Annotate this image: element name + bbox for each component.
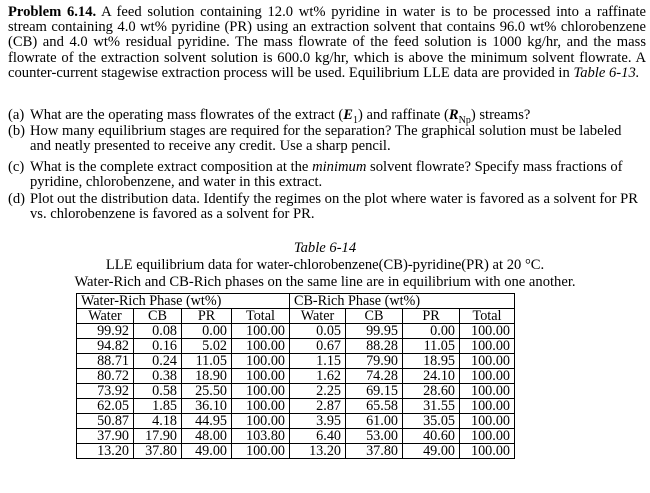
- column-header: Water: [290, 309, 346, 324]
- table-cell: 13.20: [77, 444, 134, 459]
- column-header: CB: [346, 309, 403, 324]
- table-cell: 5.02: [182, 339, 232, 354]
- table-cell: 35.05: [403, 414, 460, 429]
- table-row: [77, 354, 515, 369]
- table-row: [77, 399, 515, 414]
- question-text: Plot out the distribution data. Identify the regimes on the plot where water is favored as a solvent for PR vs. chlorobenzene is favored as a solvent for PR.: [30, 191, 638, 223]
- table-cell: 100.00: [460, 384, 515, 399]
- column-header: PR: [182, 309, 232, 324]
- table-cell: 0.38: [134, 369, 182, 384]
- table-cell: 53.00: [346, 429, 403, 444]
- table-cell: 6.40: [290, 429, 346, 444]
- column-header: Total: [460, 309, 515, 324]
- table-cell: 40.60: [403, 429, 460, 444]
- table-cell: 73.92: [77, 384, 134, 399]
- table-row: [77, 369, 515, 384]
- table-group-header: [77, 294, 515, 309]
- table-cell: 100.00: [460, 444, 515, 459]
- table-cell: 100.00: [460, 429, 515, 444]
- table-cell: 100.00: [460, 354, 515, 369]
- table-title: Table 6-14: [293, 240, 357, 256]
- table-cell: 18.95: [403, 354, 460, 369]
- table-cell: 100.00: [232, 339, 290, 354]
- column-header: Total: [232, 309, 290, 324]
- table-cell: 50.87: [77, 414, 134, 429]
- question-label: (a): [8, 107, 25, 123]
- table-cell: 49.00: [403, 444, 460, 459]
- column-header: PR: [403, 309, 460, 324]
- question-b: [8, 124, 644, 154]
- table-column-header: [77, 309, 515, 324]
- table-cell: 37.90: [77, 429, 134, 444]
- column-header: CB: [134, 309, 182, 324]
- table-cell: 100.00: [232, 354, 290, 369]
- table-cell: 17.90: [134, 429, 182, 444]
- table-cell: 100.00: [232, 444, 290, 459]
- table-cell: 100.00: [232, 414, 290, 429]
- table-cell: 49.00: [182, 444, 232, 459]
- table-cell: 44.95: [182, 414, 232, 429]
- table-cell: 0.05: [290, 324, 346, 339]
- table-cell: 25.50: [182, 384, 232, 399]
- table-cell: 100.00: [460, 324, 515, 339]
- table-reference: Table 6-13.: [573, 64, 640, 81]
- table-row: [77, 324, 515, 339]
- problem-title: Problem 6.14.: [8, 4, 97, 20]
- table-cell: 100.00: [460, 414, 515, 429]
- table-cell: 2.25: [290, 384, 346, 399]
- table-cell: 99.92: [77, 324, 134, 339]
- question-d: [8, 192, 644, 222]
- table-row: [77, 444, 515, 459]
- table-cell: 24.10: [403, 369, 460, 384]
- table-cell: 28.60: [403, 384, 460, 399]
- table-cell: 100.00: [460, 339, 515, 354]
- table-cell: 61.00: [346, 414, 403, 429]
- table-row: [77, 384, 515, 399]
- question-text: How many equilibrium stages are required for the separation? The graphical solution must be labeled and neatly presented to receive any credit. Use a sharp pencil.: [30, 123, 622, 155]
- table-cell: 36.10: [182, 399, 232, 414]
- table-cell: 13.20: [290, 444, 346, 459]
- table-cell: 2.87: [290, 399, 346, 414]
- table-cell: 99.95: [346, 324, 403, 339]
- water-rich-group-label: Water-Rich Phase (wt%): [77, 294, 290, 309]
- table-cell: 4.18: [134, 414, 182, 429]
- table-cell: 88.71: [77, 354, 134, 369]
- table-cell: 100.00: [232, 324, 290, 339]
- question-label: (b): [8, 123, 26, 139]
- table-cell: 1.85: [134, 399, 182, 414]
- table-cell: 11.05: [182, 354, 232, 369]
- table-cell: 1.15: [290, 354, 346, 369]
- table-cell: 69.15: [346, 384, 403, 399]
- table-cell: 0.08: [134, 324, 182, 339]
- column-header: Water: [77, 309, 134, 324]
- table-cell: 62.05: [77, 399, 134, 414]
- question-label: (d): [8, 191, 26, 207]
- table-cell: 80.72: [77, 369, 134, 384]
- table-row: [77, 429, 515, 444]
- question-label: (c): [8, 159, 25, 175]
- cb-rich-group-label: CB-Rich Phase (wt%): [290, 294, 515, 309]
- table-cell: 88.28: [346, 339, 403, 354]
- table-cell: 0.67: [290, 339, 346, 354]
- problem-intro: A feed solution containing 12.0 wt% pyridine in water is to be processed into a raffinate stream containing 4.0 wt% pyridine (PR) using an extraction solvent that contains 96.0 wt% chlorobenzene (CB) and 4.0 wt% residual pyridine. The mass flowrate of the feed solution is 1000 kg/hr, and the mass flowrate of the extraction solvent solution is 600.0 kg/hr, which is above the minimum solvent flowrate. A counter-current stagewise extraction process will be used. Equilibrium LLE data are provided in: [8, 4, 646, 81]
- table-cell: 103.80: [232, 429, 290, 444]
- table-cell: 18.90: [182, 369, 232, 384]
- table-cell: 31.55: [403, 399, 460, 414]
- table-cell: 100.00: [232, 399, 290, 414]
- table-cell: 0.58: [134, 384, 182, 399]
- table-row: [77, 339, 515, 354]
- table-cell: 100.00: [460, 369, 515, 384]
- table-cell: 0.16: [134, 339, 182, 354]
- table-caption-1: LLE equilibrium data for water-chlorobenzene(CB)-pyridine(PR) at 20 °C.: [105, 257, 545, 273]
- table-cell: 3.95: [290, 414, 346, 429]
- question-c: [8, 160, 644, 190]
- table-cell: 11.05: [403, 339, 460, 354]
- table-cell: 100.00: [232, 384, 290, 399]
- lle-data-table: [76, 293, 515, 459]
- table-cell: 37.80: [346, 444, 403, 459]
- table-cell: 94.82: [77, 339, 134, 354]
- table-cell: 48.00: [182, 429, 232, 444]
- table-row: [77, 414, 515, 429]
- question-text: What is the complete extract composition at the minimum solvent flowrate? Specify mass fractions of pyridine, chlorobenzene, and water in this extract.: [30, 159, 623, 191]
- table-cell: 1.62: [290, 369, 346, 384]
- table-caption-2: Water-Rich and CB-Rich phases on the same line are in equilibrium with one another.: [74, 274, 576, 290]
- table-cell: 74.28: [346, 369, 403, 384]
- table-cell: 0.00: [182, 324, 232, 339]
- problem-statement: [8, 5, 646, 81]
- table-cell: 65.58: [346, 399, 403, 414]
- table-cell: 79.90: [346, 354, 403, 369]
- table-cell: 100.00: [232, 369, 290, 384]
- question-text: What are the operating mass flowrates of the extract $(E_1)$ and raffinate $(R_{Np})$ streams?: [30, 107, 531, 126]
- table-cell: 0.00: [403, 324, 460, 339]
- table-cell: 37.80: [134, 444, 182, 459]
- table-cell: 0.24: [134, 354, 182, 369]
- table-cell: 100.00: [460, 399, 515, 414]
